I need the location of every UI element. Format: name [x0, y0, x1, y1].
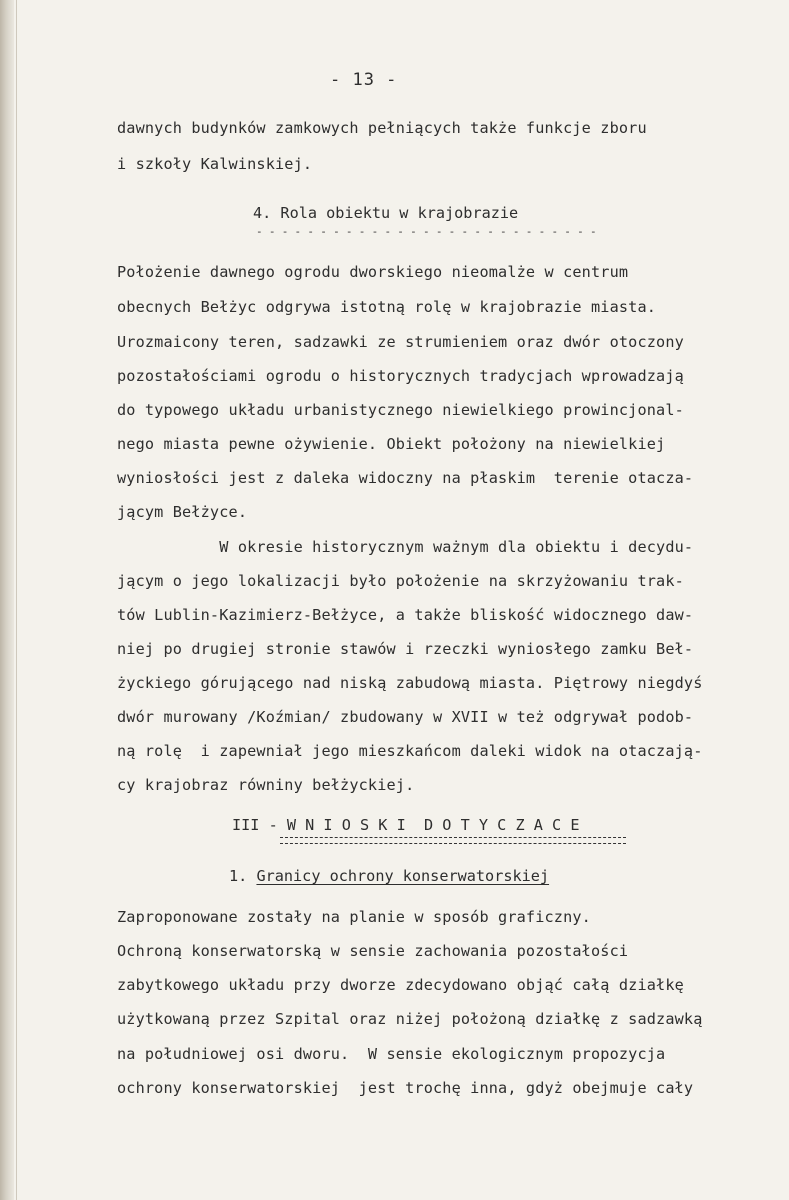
section-1-heading-row	[229, 866, 549, 886]
paragraph-1-line-5: do typowego układu urbanistycznego niewielkiego prowincjonal-	[117, 401, 684, 419]
paragraph-3-line-1: Zaproponowane zostały na planie w sposób graficzny.	[117, 908, 591, 926]
paragraph-2-line-8: cy krajobraz równiny bełżyckiej.	[117, 776, 415, 794]
paragraph-2-line-4: niej po drugiej stronie stawów i rzeczki wyniosłego zamku Beł-	[117, 640, 694, 658]
paragraph-1-line-1: Położenie dawnego ogrodu dworskiego nieomalże w centrum	[117, 263, 629, 281]
paragraph-3-line-4: użytkowaną przez Szpital oraz niżej położoną działkę z sadzawką	[117, 1010, 703, 1028]
section-4-heading-underline: - - - - - - - - - - - - - - - - - - - - - - - - - - -	[256, 225, 597, 238]
paragraph-2-line-7: ną rolę i zapewniał jego mieszkańcom daleki widok na otaczają-	[117, 742, 703, 760]
binding-line	[16, 0, 17, 1200]
section-III-double-rule	[280, 837, 626, 844]
paragraph-3-line-2: Ochroną konserwatorską w sensie zachowania pozostałości	[117, 942, 629, 960]
paragraph-2-line-5: życkiego górującego nad niską zabudową miasta. Piętrowy niegdyś	[117, 674, 703, 692]
intro-line-1: dawnych budynków zamkowych pełniących także funkcje zboru	[117, 119, 647, 137]
paragraph-1-line-4: pozostałościami ogrodu o historycznych tradycjach wprowadzają	[117, 367, 684, 385]
paragraph-2-line-6: dwór murowany /Koźmian/ zbudowany w XVII w też odgrywał podob-	[117, 708, 694, 726]
paragraph-3-line-5: na południowej osi dworu. W sensie ekologicznym propozycja	[117, 1045, 666, 1063]
page-number: - 13 -	[330, 70, 398, 90]
section-III-heading: III - W N I O S K I D O T Y C Z A C E	[232, 816, 580, 834]
paragraph-1-line-3: Urozmaicony teren, sadzawki ze strumieniem oraz dwór otoczony	[117, 333, 684, 351]
intro-line-2: i szkoły Kalwinskiej.	[117, 155, 313, 173]
paragraph-1-line-7: wyniosłości jest z daleka widoczny na płaskim terenie otacza-	[117, 469, 694, 487]
section-1-heading: Granicy ochrony konserwatorskiej	[256, 867, 550, 885]
paragraph-1-line-2: obecnych Bełżyc odgrywa istotną rolę w krajobrazie miasta.	[117, 298, 657, 316]
paragraph-3-line-3: zabytkowego układu przy dworze zdecydowano objąć całą działkę	[117, 976, 684, 994]
paragraph-2-line-1: W okresie historycznym ważnym dla obiektu i decydu-	[117, 538, 694, 556]
section-4-heading: 4. Rola obiektu w krajobrazie	[253, 204, 519, 222]
paragraph-3-line-6: ochrony konserwatorskiej jest trochę inna, gdyż obejmuje cały	[117, 1079, 694, 1097]
paragraph-1-line-8: jącym Bełżyce.	[117, 503, 248, 521]
paragraph-2-line-2: jącym o jego lokalizacji było położenie na skrzyżowaniu trak-	[117, 572, 684, 590]
section-1-number: 1.	[229, 867, 248, 885]
paragraph-1-line-6: nego miasta pewne ożywienie. Obiekt położony na niewielkiej	[117, 435, 666, 453]
paragraph-2-line-3: tów Lublin-Kazimierz-Bełżyce, a także bliskość widocznego daw-	[117, 606, 694, 624]
binding-edge	[0, 0, 14, 1200]
